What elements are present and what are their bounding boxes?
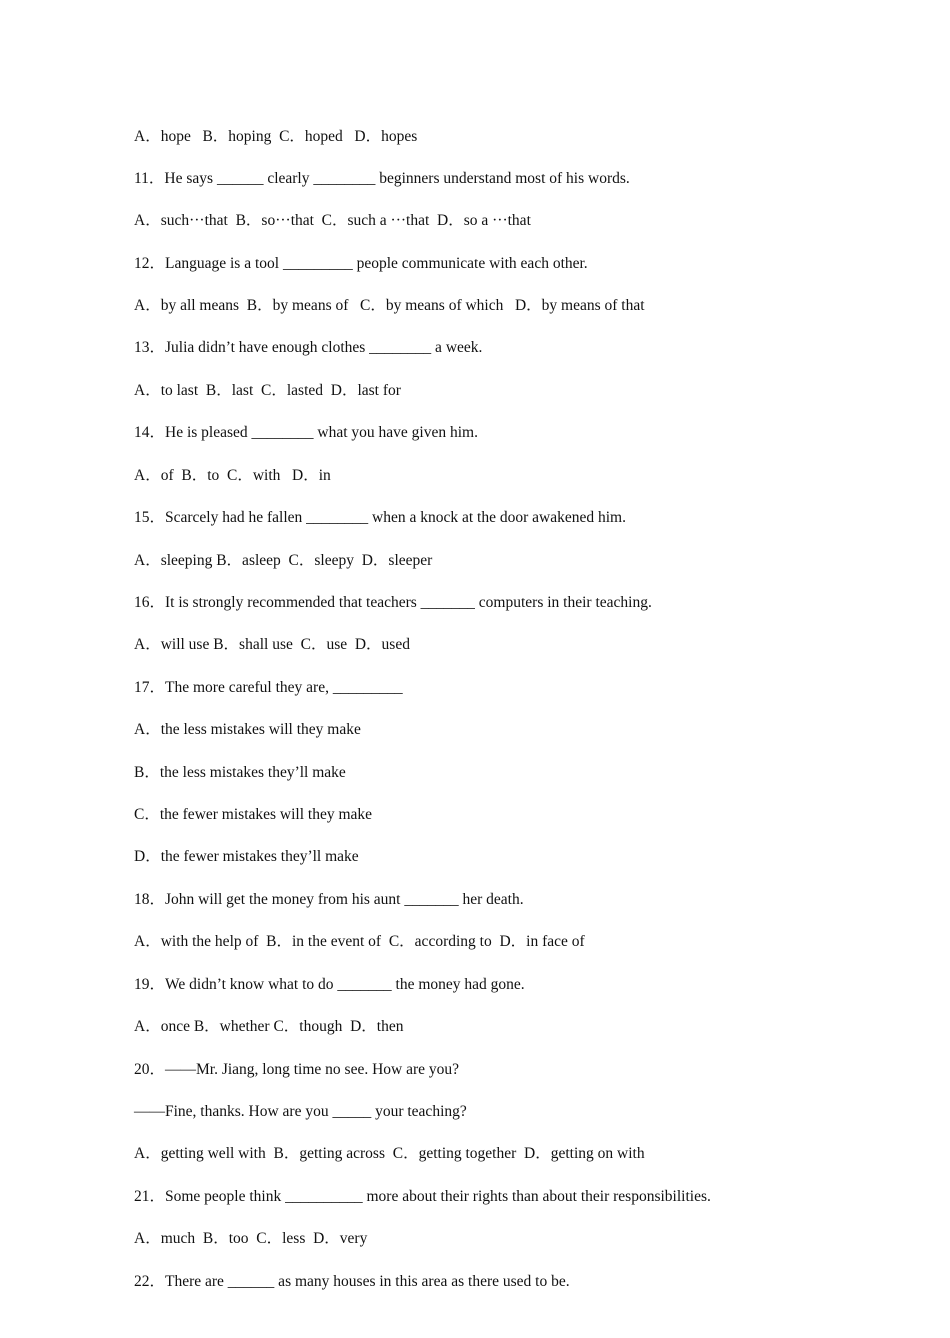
question-13: 13．Julia didn’t have enough clothes ________ a week.: [134, 339, 483, 356]
option-line: C．the fewer mistakes will they make: [134, 806, 373, 823]
option-line: A．much B．too C．less D．very: [134, 1230, 368, 1247]
option-line: A．with the help of B．in the event of C．according to D．in face of: [134, 933, 585, 950]
option-line: A．of B．to C．with D．in: [134, 467, 331, 484]
question-17: 17．The more careful they are, _________: [134, 679, 403, 696]
question-12: 12．Language is a tool _________ people communicate with each other.: [134, 255, 588, 272]
question-19: 19．We didn’t know what to do _______ the money had gone.: [134, 976, 525, 993]
option-line: A．getting well with B．getting across C．getting together D．getting on with: [134, 1145, 645, 1162]
option-line: A．to last B．last C．lasted D．last for: [134, 382, 401, 399]
question-18: 18．John will get the money from his aunt _______ her death.: [134, 891, 524, 908]
option-line: A．by all means B．by means of C．by means of which D．by means of that: [134, 297, 645, 314]
option-line: A．hope B．hoping C．hoped D．hopes: [134, 128, 418, 145]
option-line: A．sleeping B．asleep C．sleepy D．sleeper: [134, 552, 433, 569]
option-line: A．such···that B．so···that C．such a ···that D．so a ···that: [134, 212, 531, 229]
question-22: 22．There are ______ as many houses in this area as there used to be.: [134, 1273, 570, 1290]
question-15: 15．Scarcely had he fallen ________ when a knock at the door awakened him.: [134, 509, 626, 526]
option-line: B．the less mistakes they’ll make: [134, 764, 346, 781]
question-14: 14．He is pleased ________ what you have given him.: [134, 424, 478, 441]
option-line: A．the less mistakes will they make: [134, 721, 361, 738]
option-line: A．will use B．shall use C．use D．used: [134, 636, 410, 653]
dialogue-line: ——Fine, thanks. How are you _____ your teaching?: [134, 1103, 467, 1120]
question-20: 20．——Mr. Jiang, long time no see. How are you?: [134, 1061, 460, 1078]
question-11: 11．He says ______ clearly ________ beginners understand most of his words.: [134, 170, 630, 187]
option-line: D．the fewer mistakes they’ll make: [134, 848, 359, 865]
question-16: 16．It is strongly recommended that teachers _______ computers in their teaching.: [134, 594, 652, 611]
question-21: 21．Some people think __________ more about their rights than about their responsibilities.: [134, 1188, 711, 1205]
option-line: A．once B．whether C．though D．then: [134, 1018, 404, 1035]
